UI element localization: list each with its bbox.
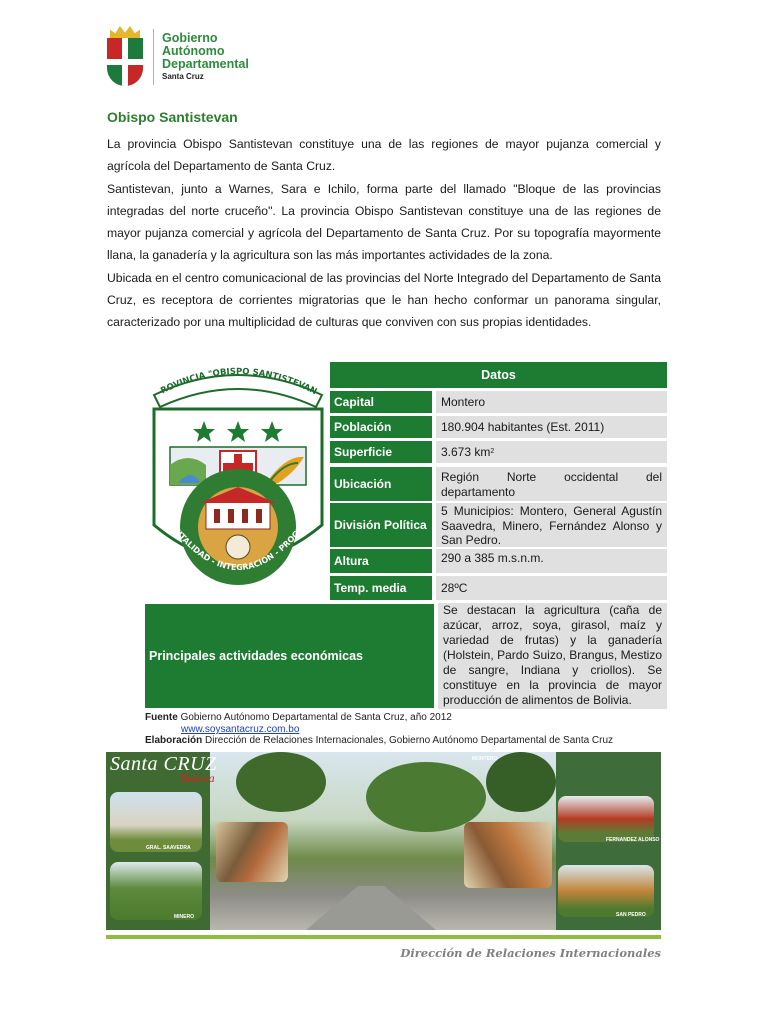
row-value: [436, 441, 667, 463]
row-value: 290 a 385 m.s.n.m.: [436, 549, 667, 573]
intro-text: [107, 133, 661, 334]
row-label: Capital: [330, 391, 432, 413]
row-label: Altura: [330, 549, 432, 573]
row-value: 5 Municipios: Montero, General Agustín Saavedra, Minero, Fernández Alonso y San Pedro.: [436, 503, 667, 547]
collage-brand-sub: Bolivia: [180, 771, 215, 785]
row-label: Población: [330, 416, 432, 438]
table-row: [330, 503, 667, 547]
source-line: [145, 712, 452, 724]
table-row: [330, 391, 667, 413]
government-logo: [107, 26, 249, 88]
logo-divider: [153, 29, 154, 85]
photo-collage: [106, 752, 661, 930]
row-value: Región Norte occidental del departamento: [436, 467, 667, 501]
province-crest: [148, 355, 328, 591]
row-value-superscript: 2: [490, 447, 495, 455]
footer-text: Dirección de Relaciones Internacionales: [400, 946, 661, 960]
table-row: [330, 441, 667, 463]
footer-rule: [106, 935, 661, 939]
page-title: Obispo Santistevan: [107, 109, 238, 125]
crest-banner-text: ROVINCIA "OBISPO SANTISTEVAN: [159, 366, 319, 398]
source-label: Fuente: [145, 712, 178, 723]
row-label: Ubicación: [330, 467, 432, 501]
crest-icon: [148, 355, 328, 591]
crest-ring-text: HOSPITALIDAD - INTEGRACION - PROGRESO: [159, 510, 317, 573]
mural-image: [216, 822, 288, 882]
row-label: Superficie: [330, 441, 432, 463]
source-link[interactable]: www.soysantacruz.com.bo: [181, 724, 300, 735]
thumbnail-label: SAN PEDRO: [616, 912, 646, 918]
thumbnail-photo: [558, 796, 654, 842]
thumbnail-label: GRAL. SAAVEDRA: [146, 845, 191, 851]
logo-line-4: Santa Cruz: [162, 72, 204, 81]
collage-brand: Santa CRUZ: [110, 753, 217, 775]
tree-shape: [236, 752, 326, 812]
row-label: División Política: [330, 503, 432, 547]
paragraph: Ubicada en el centro comunicacional de las provincias del Norte Integrado del Departamento de Santa Cruz, es receptora de corrientes migratorias que le han hecho conformar un panorama singular, caracterizado por una multiplicidad de culturas que conviven con sus propias identidades.: [107, 270, 661, 330]
thumbnail-photo: [558, 865, 654, 917]
row-value: Montero: [436, 391, 667, 413]
table-row: [330, 549, 667, 573]
thumbnail-label: FERNANDEZ ALONSO: [606, 837, 660, 843]
logo-line-1: Gobierno: [162, 31, 218, 45]
row-label: Temp. media: [330, 576, 432, 600]
row-value: 28ºC: [436, 576, 667, 600]
table-header: Datos: [330, 362, 667, 388]
row-value: 180.904 habitantes (Est. 2011): [436, 416, 667, 438]
mural-image: [464, 822, 552, 888]
thumbnail-photo: [110, 862, 202, 920]
elaboration-text: Dirección de Relaciones Internacionales, Gobierno Autónomo Departamental de Santa Cruz: [205, 735, 614, 746]
logo-line-2: Autónomo: [162, 44, 225, 58]
thumbnail-label: MONTERO: [472, 756, 498, 762]
table-row: [330, 467, 667, 501]
source-text: Gobierno Autónomo Departamental de Santa Cruz, año 2012: [180, 712, 452, 723]
row-value-text: 3.673 km: [441, 444, 491, 459]
thumbnail-photo: [110, 792, 202, 852]
table-row: [330, 416, 667, 438]
paragraph: La provincia Obispo Santistevan constituye una de las regiones de mayor pujanza comercial y agrícola del Departamento de Santa Cruz.: [107, 137, 661, 174]
elaboration-line: [145, 735, 613, 747]
economy-value: Se destacan la agricultura (caña de azúcar, arroz, soya, girasol, maíz y variedad de frutas) y la ganadería (Holstein, Pardo Suizo, Brangus, Mestizo de sangre, Indiana y criollos). Se constituye en la provincia de mayor producción de alimentos de Bolivia.: [438, 603, 667, 709]
coat-of-arms-icon: [107, 26, 143, 88]
table-row: [330, 576, 667, 600]
paragraph: Santistevan, junto a Warnes, Sara e Ichilo, forma parte del llamado "Bloque de las provincias integradas del norte cruceño". La provincia Obispo Santistevan constituye una de las regiones de mayor pujanza comercial y agrícola del Departamento de Santa Cruz. Por su topografía mayormente llana, la ganadería y la agricultura son las más importantes actividades de la zona.: [107, 181, 661, 263]
logo-line-3: Departamental: [162, 57, 249, 71]
logo-text: [162, 32, 249, 82]
thumbnail-label: MINERO: [174, 914, 194, 920]
elaboration-label: Elaboración: [145, 735, 203, 746]
economy-label: Principales actividades económicas: [145, 604, 434, 708]
